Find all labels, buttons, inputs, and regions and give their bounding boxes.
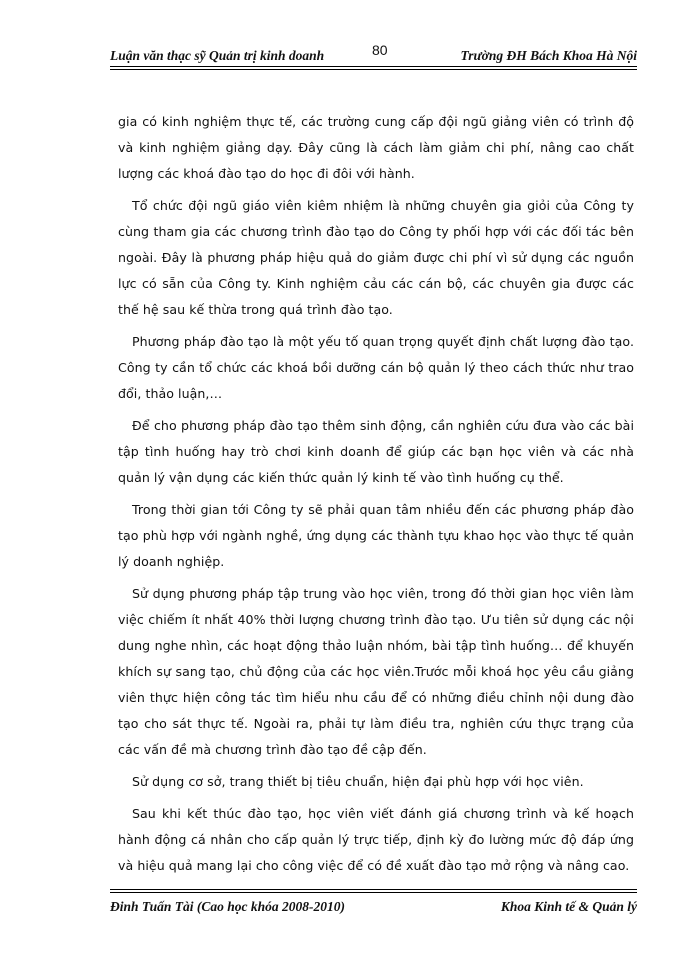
footer-faculty: Khoa Kinh tế & Quản lý — [500, 899, 637, 914]
body-text — [118, 109, 634, 885]
paragraph: Tổ chức đội ngũ giáo viên kiêm nhiệm là những chuyên gia giỏi của Công ty cùng tham gia các chương trình đào tạo do Công ty phối hợp với các đối tác bên ngoài. Đây là phương pháp hiệu quả do giảm được chi phí vì sử dụng các nguồn lực có sẵn của Công ty. Kinh nghiệm cảu các cán bộ, các chuyên gia được các thế hệ sau kế thừa trong quá trình đào tạo. — [118, 198, 634, 317]
footer-rule — [110, 889, 637, 893]
paragraph: Phương pháp đào tạo là một yếu tố quan trọng quyết định chất lượng đào tạo. Công ty cần tổ chức các khoá bồi dưỡng cán bộ quản lý theo cách thức như trao đổi, thảo luận,… — [118, 334, 634, 401]
header-rule — [110, 66, 637, 70]
header-university: Trường ĐH Bách Khoa Hà Nội — [460, 48, 637, 63]
footer-author: Đinh Tuấn Tài (Cao học khóa 2008-2010) — [110, 899, 346, 914]
paragraph: Để cho phương pháp đào tạo thêm sinh động, cần nghiên cứu đưa vào các bài tập tình huống hay trò chơi kinh doanh để giúp các bạn học viên và các nhà quản lý vận dụng các kiến thức quản lý kinh tế vào tình huống cụ thể. — [118, 418, 634, 485]
paragraph: gia có kinh nghiệm thực tế, các trường cung cấp đội ngũ giảng viên có trình độ và kinh nghiệm giảng dạy. Đây cũng là cách làm giảm chi phí, nâng cao chất lượng các khoá đào tạo do học đi đôi với hành. — [118, 114, 634, 181]
page-footer — [110, 889, 637, 919]
page-number: 80 — [372, 42, 388, 58]
paragraph: Sử dụng phương pháp tập trung vào học viên, trong đó thời gian học viên làm việc chiếm ít nhất 40% thời lượng chương trình đào tạo. Ưu tiên sử dụng các nội dung nghe nhìn, các hoạt động thảo luận nhóm, bài tập tình huống… để khuyến khích sự sang tạo, chủ động của các học viên.Trước mỗi khoá học yêu cầu giảng viên thực hiện công tác tìm hiểu nhu cầu để có những điều chỉnh nội dung đào tạo cho sát thực tế. Ngoài ra, phải tự làm điều tra, nghiên cứu thực trạng của các vấn đề mà chương trình đào tạo đề cập đến. — [118, 586, 634, 757]
header-thesis-title: Luận văn thạc sỹ Quản trị kinh doanh — [110, 48, 325, 63]
paragraph: Trong thời gian tới Công ty sẽ phải quan tâm nhiều đến các phương pháp đào tạo phù hợp với ngành nghề, ứng dụng các thành tựu khao học vào thực tế quản lý doanh nghiệp. — [118, 502, 634, 569]
page-header — [110, 40, 637, 70]
paragraph: Sau khi kết thúc đào tạo, học viên viết đánh giá chương trình và kế hoạch hành động cá nhân cho cấp quản lý trực tiếp, định kỳ đo lường mức độ đáp ứng và hiệu quả mang lại cho công việc để có đề xuất đào tạo mở rộng và nâng cao. — [118, 806, 634, 873]
paragraph: Sử dụng cơ sở, trang thiết bị tiêu chuẩn, hiện đại phù hợp với học viên. — [132, 774, 584, 789]
